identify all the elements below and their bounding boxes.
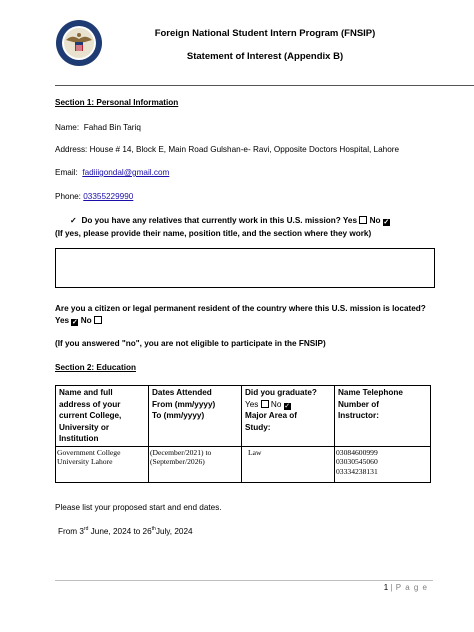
instructor-phones-cell: 03084600999 03030545060 03334238131	[335, 446, 431, 482]
education-header-row	[56, 386, 431, 447]
institution-cell: Government College University Lahore	[56, 446, 149, 482]
table-row	[56, 446, 431, 482]
relatives-question: Do you have any relatives that currently work in this U.S. mission?	[81, 216, 341, 225]
relatives-yes-checkbox[interactable]	[359, 216, 367, 224]
dates-cell: (December/2021) to (September/2026)	[149, 446, 242, 482]
page-number: 1	[383, 583, 389, 592]
relatives-note: (If yes, please provide their name, position title, and the section where they work)	[55, 229, 372, 238]
citizen-no-checkbox[interactable]	[94, 316, 102, 324]
header-dates: Dates Attended From (mm/yyyy) To (mm/yyyy)	[149, 386, 242, 447]
citizen-yes-checkbox-checked[interactable]: ✓	[71, 319, 78, 326]
email-link[interactable]: fadiiigondal@gmail.com	[82, 168, 170, 177]
citizen-no-label: No	[80, 316, 92, 325]
relatives-no-checkbox-checked[interactable]: ✓	[383, 219, 390, 226]
checkmark-bullet-icon: ✓	[70, 216, 77, 225]
graduate-yes-checkbox[interactable]	[261, 400, 269, 408]
footer-page-word: P a g e	[395, 583, 428, 592]
eagle-seal-icon	[56, 20, 102, 66]
address-row	[55, 145, 399, 154]
citizen-answer-row	[55, 316, 102, 326]
page-title: Foreign National Student Intern Program (FNSIP)	[154, 28, 376, 39]
section2-heading: Section 2: Education	[55, 363, 136, 372]
dates-prompt: Please list your proposed start and end dates.	[55, 503, 222, 512]
header-divider	[55, 85, 474, 86]
name-row	[55, 123, 141, 132]
relatives-answer-box[interactable]	[55, 248, 435, 288]
footer-divider	[55, 580, 433, 581]
phone-label: Phone:	[55, 192, 81, 201]
email-row	[55, 168, 169, 177]
header-instructor: Name Telephone Number of Instructor:	[335, 386, 431, 447]
proposed-dates: From 3rd June, 2024 to 26thJuly, 2024	[58, 526, 193, 536]
relatives-no-label: No	[369, 216, 381, 225]
citizen-yes-label: Yes	[55, 316, 70, 325]
page-subtitle: Statement of Interest (Appendix B)	[186, 51, 344, 62]
relatives-yes-label: Yes	[342, 216, 358, 225]
section1-heading: Section 1: Personal Information	[55, 98, 179, 107]
education-table	[55, 385, 431, 483]
name-label: Name:	[55, 123, 80, 132]
name-value: Fahad Bin Tariq	[83, 123, 141, 132]
header-institution: Name and full address of your current College, University or Institution	[56, 386, 149, 447]
page-footer	[384, 583, 428, 592]
department-seal-icon	[56, 20, 102, 66]
graduate-choice-row: Yes No ✓	[245, 399, 291, 410]
graduate-no-checkbox-checked[interactable]: ✓	[284, 402, 291, 410]
eligibility-note: (If you answered "no", you are not eligible to participate in the FNSIP)	[55, 339, 326, 348]
address-label: Address:	[55, 145, 88, 154]
header-graduate: Did you graduate? Yes No ✓ Major Area of Study:	[242, 386, 335, 447]
address-value: House # 14, Block E, Main Road Gulshan-e- Ravi, Opposite Doctors Hospital, Lahore	[89, 145, 400, 154]
phone-row	[55, 192, 133, 201]
email-label: Email:	[55, 168, 78, 177]
phone-link[interactable]: 03355229990	[83, 192, 134, 201]
relatives-question-row	[70, 215, 390, 226]
footer-separator: |	[390, 583, 394, 592]
citizen-question: Are you a citizen or legal permanent resident of the country where this U.S. mission is located?	[55, 304, 426, 313]
major-cell: Law	[242, 446, 335, 482]
